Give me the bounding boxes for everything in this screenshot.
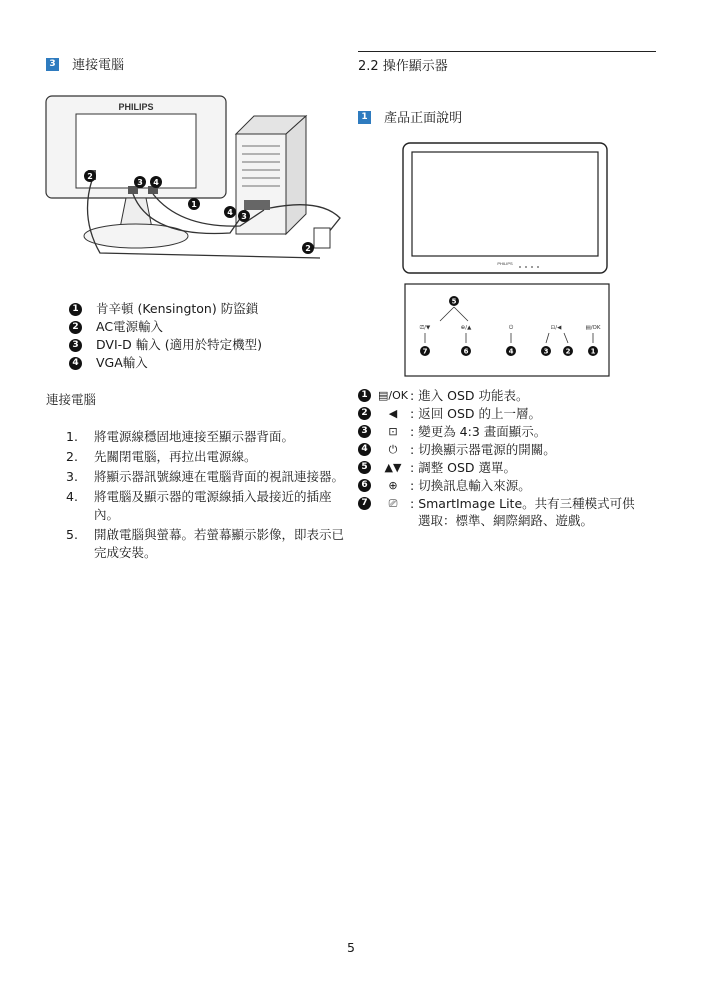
section-badge: 3 bbox=[46, 58, 59, 71]
svg-text:⎚/▼: ⎚/▼ bbox=[419, 325, 431, 331]
svg-text:2: 2 bbox=[565, 347, 571, 356]
svg-text:5: 5 bbox=[451, 297, 457, 306]
svg-text:3: 3 bbox=[241, 212, 247, 221]
connection-diagram bbox=[40, 88, 360, 268]
control-item: 3 ⊡ : 變更為 4:3 畫面顯示。 bbox=[358, 423, 678, 441]
monitor-brand: PHILIPS bbox=[497, 261, 513, 266]
svg-text:3: 3 bbox=[543, 347, 549, 356]
page-number: 5 bbox=[347, 940, 355, 955]
control-item: 7 ⎚ : SmartImage Lite。共有三種模式可供 選取：標準、網際網路、遊戲。 bbox=[358, 495, 678, 531]
menu-ok-icon: ▤/OK bbox=[378, 389, 408, 402]
svg-text:4: 4 bbox=[227, 208, 233, 217]
legend-item: 2 AC電源輸入 bbox=[69, 318, 262, 336]
control-item: 6 ⊕ : 切換訊息輸入來源。 bbox=[358, 477, 678, 495]
step-list bbox=[46, 428, 348, 564]
up-down-icon: ▲▼ bbox=[384, 461, 402, 474]
connect-title: 連接電腦 bbox=[46, 392, 97, 407]
svg-text:1: 1 bbox=[191, 200, 197, 209]
diagram-brand: PHILIPS bbox=[118, 102, 154, 112]
step-item: 4. 將電腦及顯示器的電源線插入最接近的插座內。 bbox=[66, 489, 332, 522]
control-item: 1 ▤/OK : 進入 OSD 功能表。 bbox=[358, 387, 678, 405]
back-icon: ◀ bbox=[388, 407, 398, 420]
control-item: 2 ◀ : 返回 OSD 的上一層。 bbox=[358, 405, 678, 423]
power-icon: ⏻ bbox=[388, 443, 398, 456]
svg-text:3: 3 bbox=[137, 178, 143, 187]
svg-text:⊡/◀: ⊡/◀ bbox=[550, 325, 562, 331]
svg-text:7: 7 bbox=[422, 347, 428, 356]
control-panel-diagram bbox=[404, 283, 610, 377]
step-item: 2. 先關閉電腦，再拉出電源線。 bbox=[66, 449, 257, 464]
svg-text:⏻: ⏻ bbox=[508, 325, 514, 331]
legend-item: 3 DVI-D 輸入 (適用於特定機型) bbox=[69, 336, 262, 354]
control-legend bbox=[358, 387, 678, 531]
aspect-ratio-icon: ⊡ bbox=[388, 425, 398, 438]
svg-text:6: 6 bbox=[463, 347, 469, 356]
control-item: 5 ▲▼ : 調整 OSD 選單。 bbox=[358, 459, 678, 477]
svg-text:4: 4 bbox=[508, 347, 514, 356]
step-item: 1. 將電源線穩固地連接至顯示器背面。 bbox=[66, 429, 295, 444]
control-item: 4 ⏻ : 切換顯示器電源的開關。 bbox=[358, 441, 678, 459]
svg-text:▤/OK: ▤/OK bbox=[585, 325, 601, 331]
section-heading-connect bbox=[46, 54, 124, 73]
step-item: 3. 將顯示器訊號線連在電腦背面的視訊連接器。 bbox=[66, 469, 345, 484]
section-rule bbox=[358, 51, 656, 52]
section-title: 2.2 操作顯示器 bbox=[358, 59, 448, 74]
sub-badge: 1 bbox=[358, 111, 371, 124]
sub-heading bbox=[358, 107, 462, 126]
monitor-front-diagram bbox=[402, 142, 608, 276]
section-heading-text: 連接電腦 bbox=[72, 58, 125, 73]
step-item: 5. 開啟電腦與螢幕。若螢幕顯示影像，即表示已完成安裝。 bbox=[66, 527, 345, 560]
svg-text:2: 2 bbox=[87, 172, 93, 181]
sub-heading-text: 產品正面說明 bbox=[384, 111, 463, 126]
legend-item: 4 VGA輸入 bbox=[69, 354, 262, 372]
port-legend bbox=[69, 300, 262, 372]
legend-item: 1 肯辛頓 (Kensington) 防盜鎖 bbox=[69, 300, 262, 318]
smartimage-icon: ⎚ bbox=[388, 497, 398, 510]
svg-text:1: 1 bbox=[590, 347, 596, 356]
input-source-icon: ⊕ bbox=[388, 479, 398, 492]
svg-text:2: 2 bbox=[305, 244, 311, 253]
svg-text:⊕/▲: ⊕/▲ bbox=[460, 325, 472, 331]
svg-text:4: 4 bbox=[153, 178, 159, 187]
